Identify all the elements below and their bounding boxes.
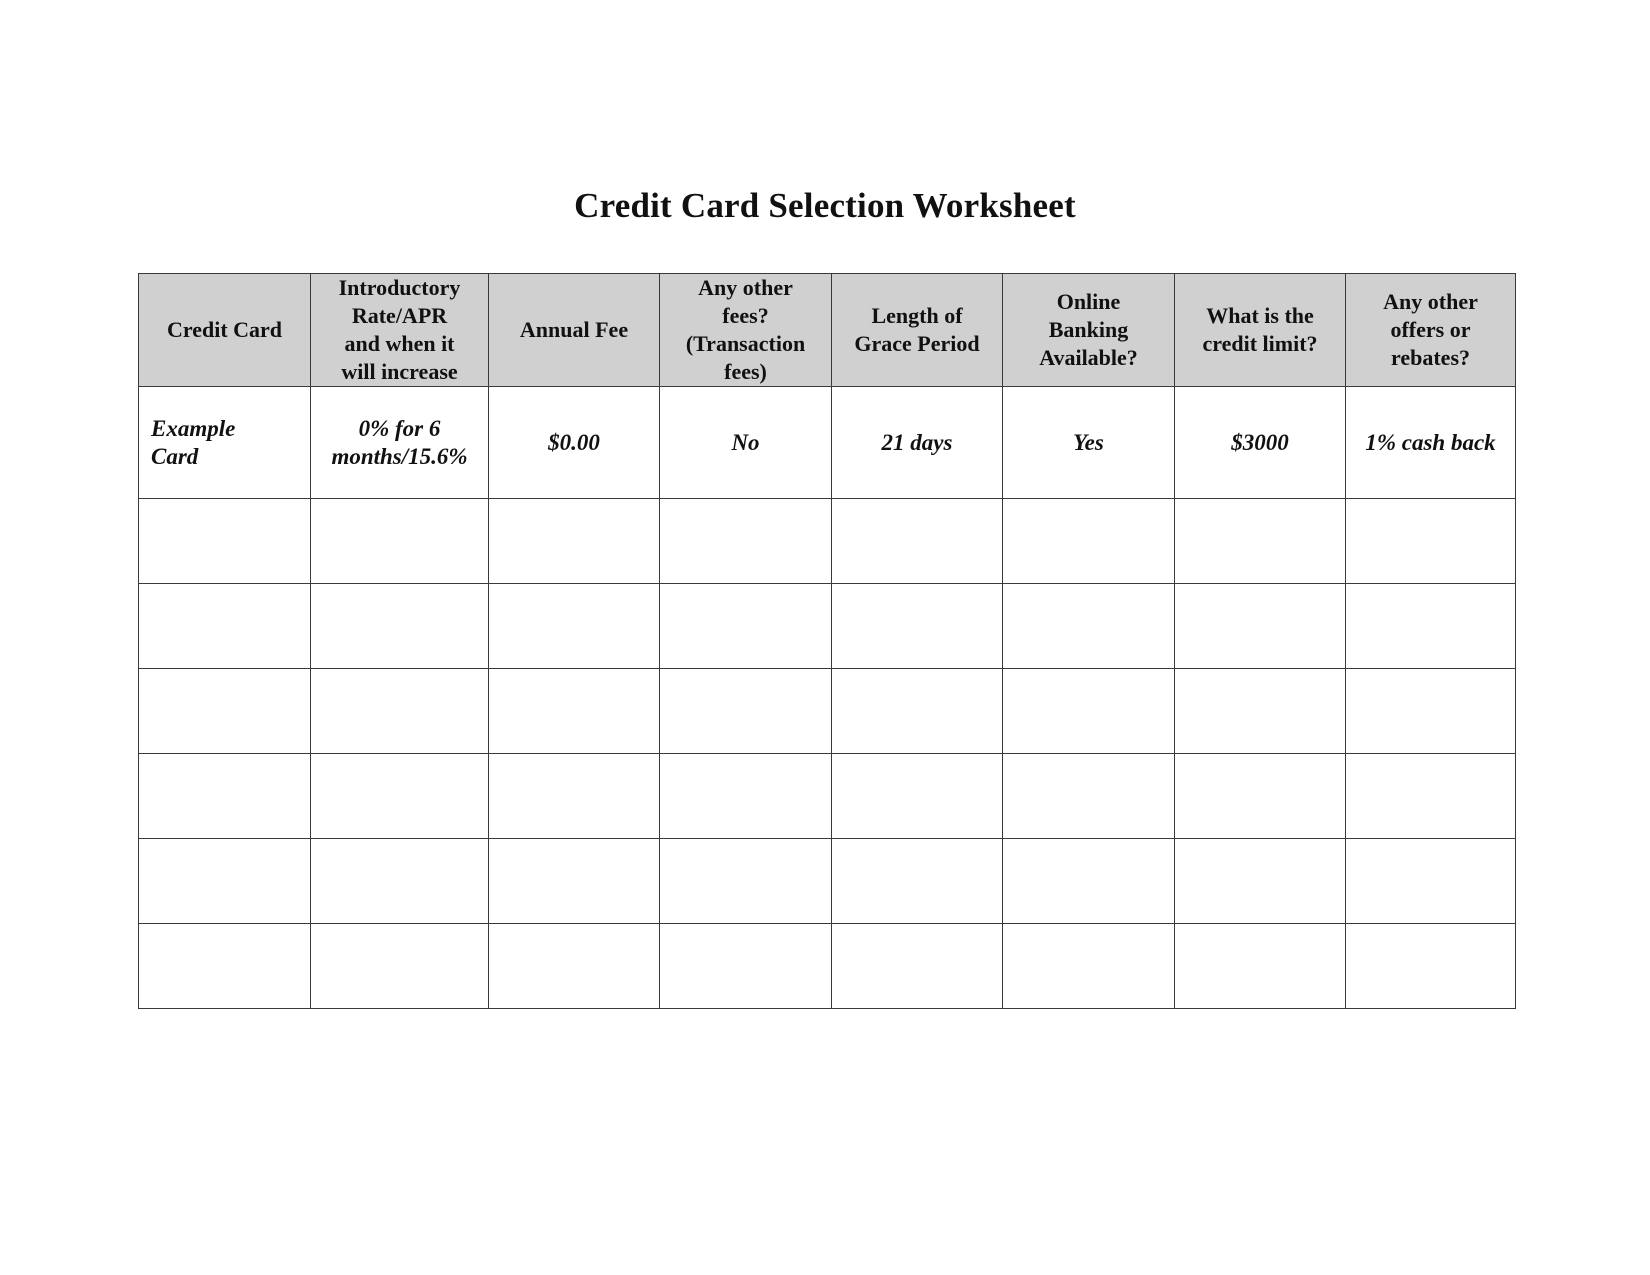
blank-cell[interactable] bbox=[311, 669, 489, 754]
blank-cell[interactable] bbox=[1175, 499, 1346, 584]
example-other-fees: No bbox=[660, 387, 832, 499]
blank-row bbox=[139, 839, 1516, 924]
blank-cell[interactable] bbox=[1175, 584, 1346, 669]
blank-cell[interactable] bbox=[139, 499, 311, 584]
blank-cell[interactable] bbox=[1346, 754, 1516, 839]
blank-cell[interactable] bbox=[489, 754, 660, 839]
blank-cell[interactable] bbox=[489, 669, 660, 754]
header-other-fees: Any other fees? (Transaction fees) bbox=[660, 274, 832, 387]
blank-cell[interactable] bbox=[311, 499, 489, 584]
blank-cell[interactable] bbox=[139, 839, 311, 924]
blank-cell[interactable] bbox=[311, 924, 489, 1009]
example-row bbox=[139, 387, 1516, 499]
blank-cell[interactable] bbox=[139, 669, 311, 754]
blank-cell[interactable] bbox=[1003, 669, 1175, 754]
header-credit-limit: What is the credit limit? bbox=[1175, 274, 1346, 387]
example-credit-card: Example Card bbox=[139, 387, 311, 499]
header-offers-rebates: Any other offers or rebates? bbox=[1346, 274, 1516, 387]
blank-cell[interactable] bbox=[1346, 499, 1516, 584]
blank-cell[interactable] bbox=[660, 584, 832, 669]
blank-cell[interactable] bbox=[1346, 669, 1516, 754]
blank-cell[interactable] bbox=[139, 754, 311, 839]
blank-cell[interactable] bbox=[660, 499, 832, 584]
example-annual-fee: $0.00 bbox=[489, 387, 660, 499]
blank-cell[interactable] bbox=[489, 584, 660, 669]
example-introductory-rate: 0% for 6 months/15.6% bbox=[311, 387, 489, 499]
blank-cell[interactable] bbox=[1175, 669, 1346, 754]
blank-cell[interactable] bbox=[1175, 754, 1346, 839]
page-title: Credit Card Selection Worksheet bbox=[574, 186, 1076, 225]
blank-row bbox=[139, 754, 1516, 839]
credit-card-worksheet-table bbox=[138, 273, 1516, 1009]
blank-cell[interactable] bbox=[489, 839, 660, 924]
blank-cell[interactable] bbox=[1003, 754, 1175, 839]
blank-cell[interactable] bbox=[660, 924, 832, 1009]
blank-cell[interactable] bbox=[1003, 499, 1175, 584]
blank-cell[interactable] bbox=[660, 669, 832, 754]
blank-row bbox=[139, 584, 1516, 669]
blank-cell[interactable] bbox=[1175, 839, 1346, 924]
blank-cell[interactable] bbox=[1003, 584, 1175, 669]
blank-row bbox=[139, 924, 1516, 1009]
blank-cell[interactable] bbox=[1346, 584, 1516, 669]
blank-cell[interactable] bbox=[1346, 839, 1516, 924]
blank-row bbox=[139, 499, 1516, 584]
blank-cell[interactable] bbox=[1175, 924, 1346, 1009]
header-online-banking: Online Banking Available? bbox=[1003, 274, 1175, 387]
blank-cell[interactable] bbox=[1003, 924, 1175, 1009]
blank-cell[interactable] bbox=[311, 839, 489, 924]
blank-cell[interactable] bbox=[832, 754, 1003, 839]
blank-cell[interactable] bbox=[311, 584, 489, 669]
header-introductory-rate: Introductory Rate/APR and when it will increase bbox=[311, 274, 489, 387]
blank-cell[interactable] bbox=[832, 924, 1003, 1009]
blank-row bbox=[139, 669, 1516, 754]
blank-cell[interactable] bbox=[1003, 839, 1175, 924]
blank-cell[interactable] bbox=[832, 499, 1003, 584]
blank-cell[interactable] bbox=[139, 924, 311, 1009]
blank-cell[interactable] bbox=[489, 499, 660, 584]
header-credit-card: Credit Card bbox=[139, 274, 311, 387]
example-offers-rebates: 1% cash back bbox=[1346, 387, 1516, 499]
example-grace-period: 21 days bbox=[832, 387, 1003, 499]
blank-cell[interactable] bbox=[1346, 924, 1516, 1009]
header-annual-fee: Annual Fee bbox=[489, 274, 660, 387]
blank-cell[interactable] bbox=[660, 839, 832, 924]
blank-cell[interactable] bbox=[832, 584, 1003, 669]
example-online-banking: Yes bbox=[1003, 387, 1175, 499]
blank-cell[interactable] bbox=[311, 754, 489, 839]
blank-cell[interactable] bbox=[832, 839, 1003, 924]
example-credit-limit: $3000 bbox=[1175, 387, 1346, 499]
blank-cell[interactable] bbox=[832, 669, 1003, 754]
blank-cell[interactable] bbox=[489, 924, 660, 1009]
blank-cell[interactable] bbox=[660, 754, 832, 839]
header-grace-period: Length of Grace Period bbox=[832, 274, 1003, 387]
header-row bbox=[139, 274, 1516, 387]
blank-cell[interactable] bbox=[139, 584, 311, 669]
